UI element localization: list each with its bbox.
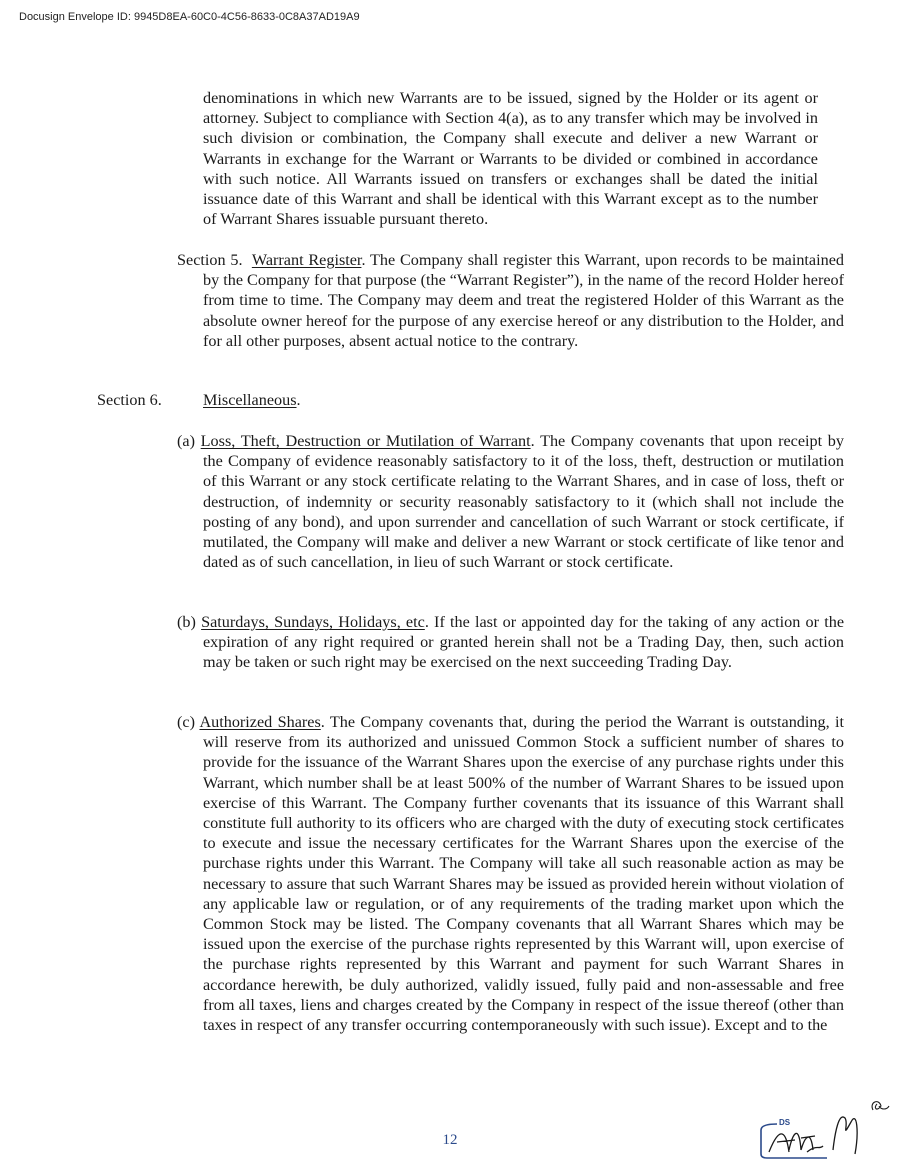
section-6a-paragraph (177, 431, 844, 572)
section-6a-title: Loss, Theft, Destruction or Mutilation of Warrant (200, 432, 531, 450)
section-6-number: Section 6. (97, 391, 162, 409)
section-6c-paragraph (177, 712, 844, 1035)
section-5-paragraph (177, 250, 844, 351)
section-6a-text: . The Company covenants that upon receipt by the Company of evidence reasonably satisfactory to it of the loss, theft, destruction or mutilation of this Warrant or any stock certificate relating to the Warrant Shares, and in case of loss, theft or destruction, of indemnity or security reasonably satisfactory to it (which shall not include the posting of any bond), and upon surrender and cancellation of such Warrant or stock certificate, if mutilated, the Company will make and deliver a new Warrant or stock certificate of like tenor and dated as of such cancellation, in lieu of such Warrant or stock certificate. (203, 432, 844, 572)
section-6c-text: . The Company covenants that, during the period the Warrant is outstanding, it will reserve from its authorized and unissued Common Stock a sufficient number of shares to provide for the issuance of the Warrant Shares upon the exercise of any purchase rights under this Warrant, which number shall be at least 500% of the number of Warrant Shares to be issued upon exercise of this Warrant. The Company further covenants that its issuance of this Warrant shall constitute full authority to its officers who are charged with the duty of executing stock certificates to execute and issue the necessary certificates for the Warrant Shares upon the exercise of the purchase rights under this Warrant. The Company will take all such reasonable action as may be necessary to assure that such Warrant Shares may be issued as provided herein without violation of any applicable law or regulation, or of any requirements of the trading market upon which the Common Stock may be listed. The Company covenants that all Warrant Shares which may be issued upon the exercise of the purchase rights represented by this Warrant will, upon exercise of the purchase rights represented by this Warrant and payment for such Warrant Shares in accordance herewith, be duly authorized, validly issued, fully paid and non-assessable and free from all taxes, liens and charges created by the Company in respect of the issue thereof (other than taxes in respect of any transfer occurring contemporaneously with such issue). Except and to the (203, 713, 844, 1035)
section-6c-marker: (c) (177, 713, 195, 731)
section-5-text: . The Company shall register this Warrant, upon records to be maintained by the Company for that purpose (the “Warrant Register”), in the name of the record Holder hereof from time to time. The Company may deem and treat the registered Holder of this Warrant as the absolute owner hereof for the purpose of any exercise hereof or any distribution to the Holder, and for all other purposes, absent actual notice to the contrary. (203, 251, 845, 350)
section-6b-title: Saturdays, Sundays, Holidays, etc (201, 613, 425, 631)
section-6-heading: Miscellaneous. (203, 391, 301, 409)
section-6-title: Miscellaneous (203, 391, 297, 409)
page-number: 12 (442, 1132, 458, 1148)
section-6a-marker: (a) (177, 432, 195, 450)
section-6c-title: Authorized Shares (199, 713, 321, 731)
section-5-title: Warrant Register (251, 251, 362, 269)
section-5-number: Section 5. (177, 251, 243, 269)
continuation-paragraph: denominations in which new Warrants are to be issued, signed by the Holder or its agent or attorney. Subject to compliance with Section 4(a), as to any transfer which may be involved in such division or combination, the Company shall execute and deliver a new Warrant or Warrants in exchange for the Warrant or Warrants to be divided or combined in accordance with such notice. All Warrants issued on transfers or exchanges shall be dated the initial issuance date of this Warrant and shall be identical with this Warrant except as to the number of Warrant Shares issuable pursuant thereto. (203, 89, 818, 229)
envelope-id: Docusign Envelope ID: 9945D8EA-60C0-4C56-8633-0C8A37AD19A9 (19, 11, 360, 23)
signature-tag: DS (779, 1118, 791, 1127)
docusign-initials-signature (755, 1092, 900, 1162)
section-6b-paragraph (177, 612, 844, 673)
section-6b-text: . If the last or appointed day for the taking of any action or the expiration of any right required or granted herein shall not be a Trading Day, then, such action may be taken or such right may be exercised on the next succeeding Trading Day. (203, 613, 845, 672)
section-6b-marker: (b) (177, 613, 196, 631)
